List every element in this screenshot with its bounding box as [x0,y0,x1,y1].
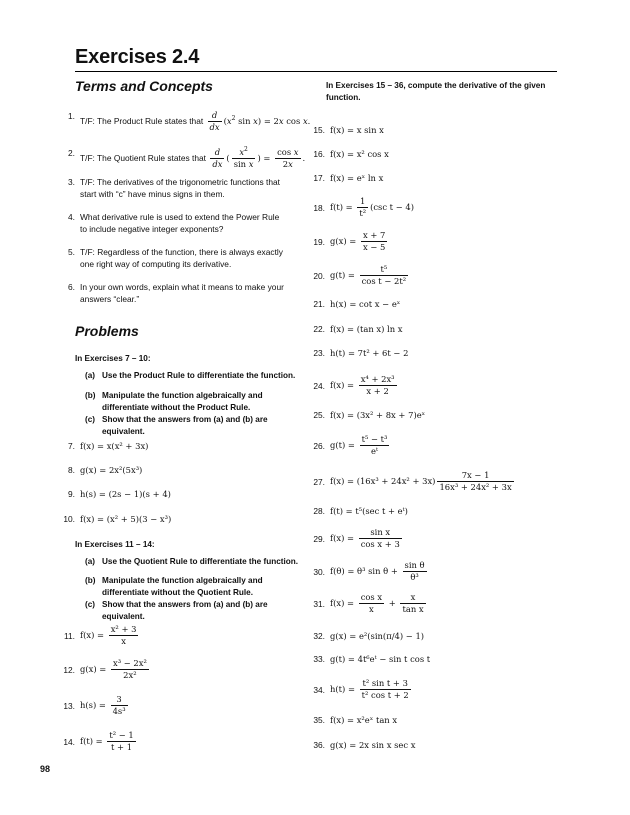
term-2-math: $\frac{d}{dx}$ ( $\frac{x^2}{\text{sin x}}$ ) = $\frac{\text{cos x}}{2x}$ . [212,146,306,169]
group1-intro: In Exercises 7 – 10: [75,354,151,363]
term-2-text: T/F: The Quotient Rule states that [80,153,206,163]
terms-heading: Terms and Concepts [75,78,213,94]
problems-heading: Problems [75,323,139,339]
page-number: 98 [40,764,51,774]
page-title: Exercises 2.4 [75,46,200,68]
term-1-math: $\frac{d}{dx}$ ($x^2$ sin x) = 2x cos x. [209,110,311,132]
right-intro: In Exercises 15 – 36, compute the derivative of the given function. [326,81,546,102]
term-1-text: T/F: The Product Rule states that [80,116,204,126]
title-rule [75,71,557,72]
group2-intro: In Exercises 11 – 14: [75,540,155,549]
